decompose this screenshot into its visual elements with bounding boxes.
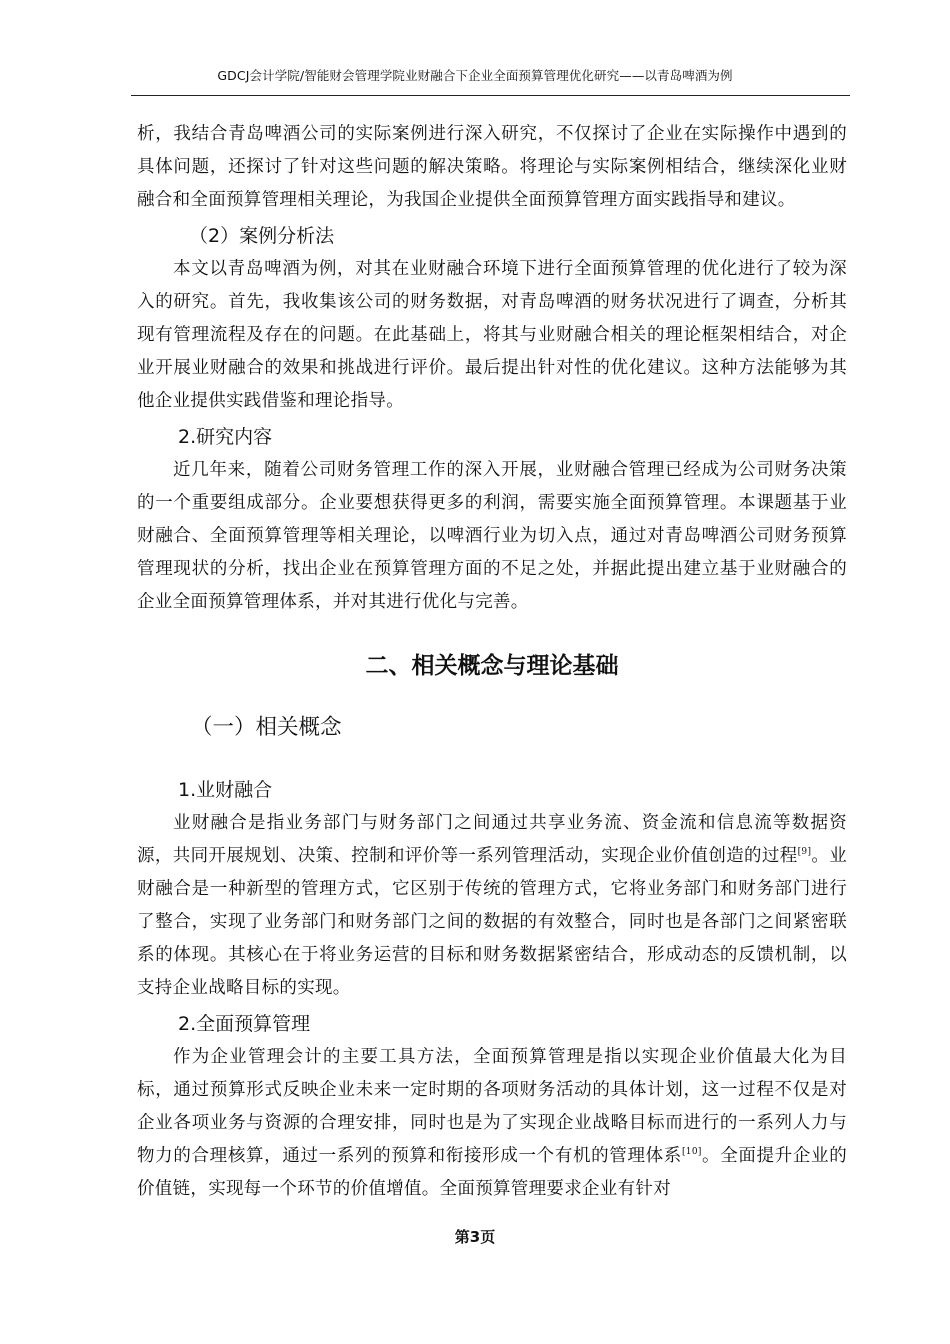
heading-budget: 2.全面预算管理 — [178, 1013, 311, 1035]
heading-research-content: 2.研究内容 — [178, 426, 273, 448]
paragraph-yecai-part2: 。业财融合是一种新型的管理方式，它区别于传统的管理方式，它将业务部门和财务部门进行了整合，实现了业务部门和财务部门之间的数据的有效整合，同时也是各部门之间紧密联系的体现。其核心在于将业务运营的目标和财务数据紧密结合，形成动态的反馈机制，以支持企业战略目标的实现。 — [137, 846, 847, 998]
section-title: （一）相关概念 — [191, 715, 342, 740]
citation-9: [9] — [797, 847, 812, 858]
paragraph-case-method: 本文以青岛啤酒为例，对其在业财融合环境下进行全面预算管理的优化进行了较为深入的研究。首先，我收集该公司的财务数据，对青岛啤酒的财务状况进行了调查，分析其现有管理流程及存在的问题。在此基础上，将其与业财融合相关的理论框架相结合，对企业开展业财融合的效果和挑战进行评价。最后提出针对性的优化建议。这种方法能够为其他企业提供实践借鉴和理论指导。 — [137, 259, 847, 411]
page-number: 第3页 — [454, 1228, 496, 1246]
running-header: GDCJ会计学院/智能财会管理学院业财融合下企业全面预算管理优化研究——以青岛啤酒为例 — [217, 68, 733, 83]
citation-10: [10] — [681, 1147, 702, 1158]
paragraph-yecai-part1: 业财融合是指业务部门与财务部门之间通过共享业务流、资金流和信息流等数据资源，共同开展规划、决策、控制和评价等一系列管理活动，实现企业价值创造的过程 — [137, 813, 847, 866]
paragraph-budget-part1: 作为企业管理会计的主要工具方法，全面预算管理是指以实现企业价值最大化为目标，通过预算形式反映企业未来一定时期的各项财务活动的具体计划，这一过程不仅是对企业各项业务与资源的合理安排，同时也是为了实现企业战略目标而进行的一系列人力与物力的合理核算，通过一系列的预算和衔接形成一个有机的管理体系 — [137, 1047, 847, 1166]
paragraph-research-content: 近几年来，随着公司财务管理工作的深入开展，业财融合管理已经成为公司财务决策的一个重要组成部分。企业要想获得更多的利润，需要实施全面预算管理。本课题基于业财融合、全面预算管理等相关理论，以啤酒行业为切入点，通过对青岛啤酒公司财务预算管理现状的分析，找出企业在预算管理方面的不足之处，并据此提出建立基于业财融合的企业全面预算管理体系，并对其进行优化与完善。 — [137, 460, 847, 612]
heading-case-method: （2）案例分析法 — [189, 225, 335, 247]
paragraph-budget — [137, 1041, 847, 1206]
paragraph-continued: 析，我结合青岛啤酒公司的实际案例进行深入研究，不仅探讨了企业在实际操作中遇到的具体问题，还探讨了针对这些问题的解决策略。将理论与实际案例相结合，继续深化业财融合和全面预算管理相关理论，为我国企业提供全面预算管理方面实践指导和建议。 — [137, 124, 847, 210]
document-body — [137, 118, 847, 1206]
chapter-title: 二、相关概念与理论基础 — [365, 653, 619, 679]
paragraph-budget-part2: 。全面提升企业的价值链，实现每一个环节的价值增值。全面预算管理要求企业有针对 — [137, 1146, 847, 1199]
heading-yecai: 1.业财融合 — [178, 779, 273, 801]
header-rule — [131, 95, 850, 96]
paragraph-yecai — [137, 807, 847, 1005]
